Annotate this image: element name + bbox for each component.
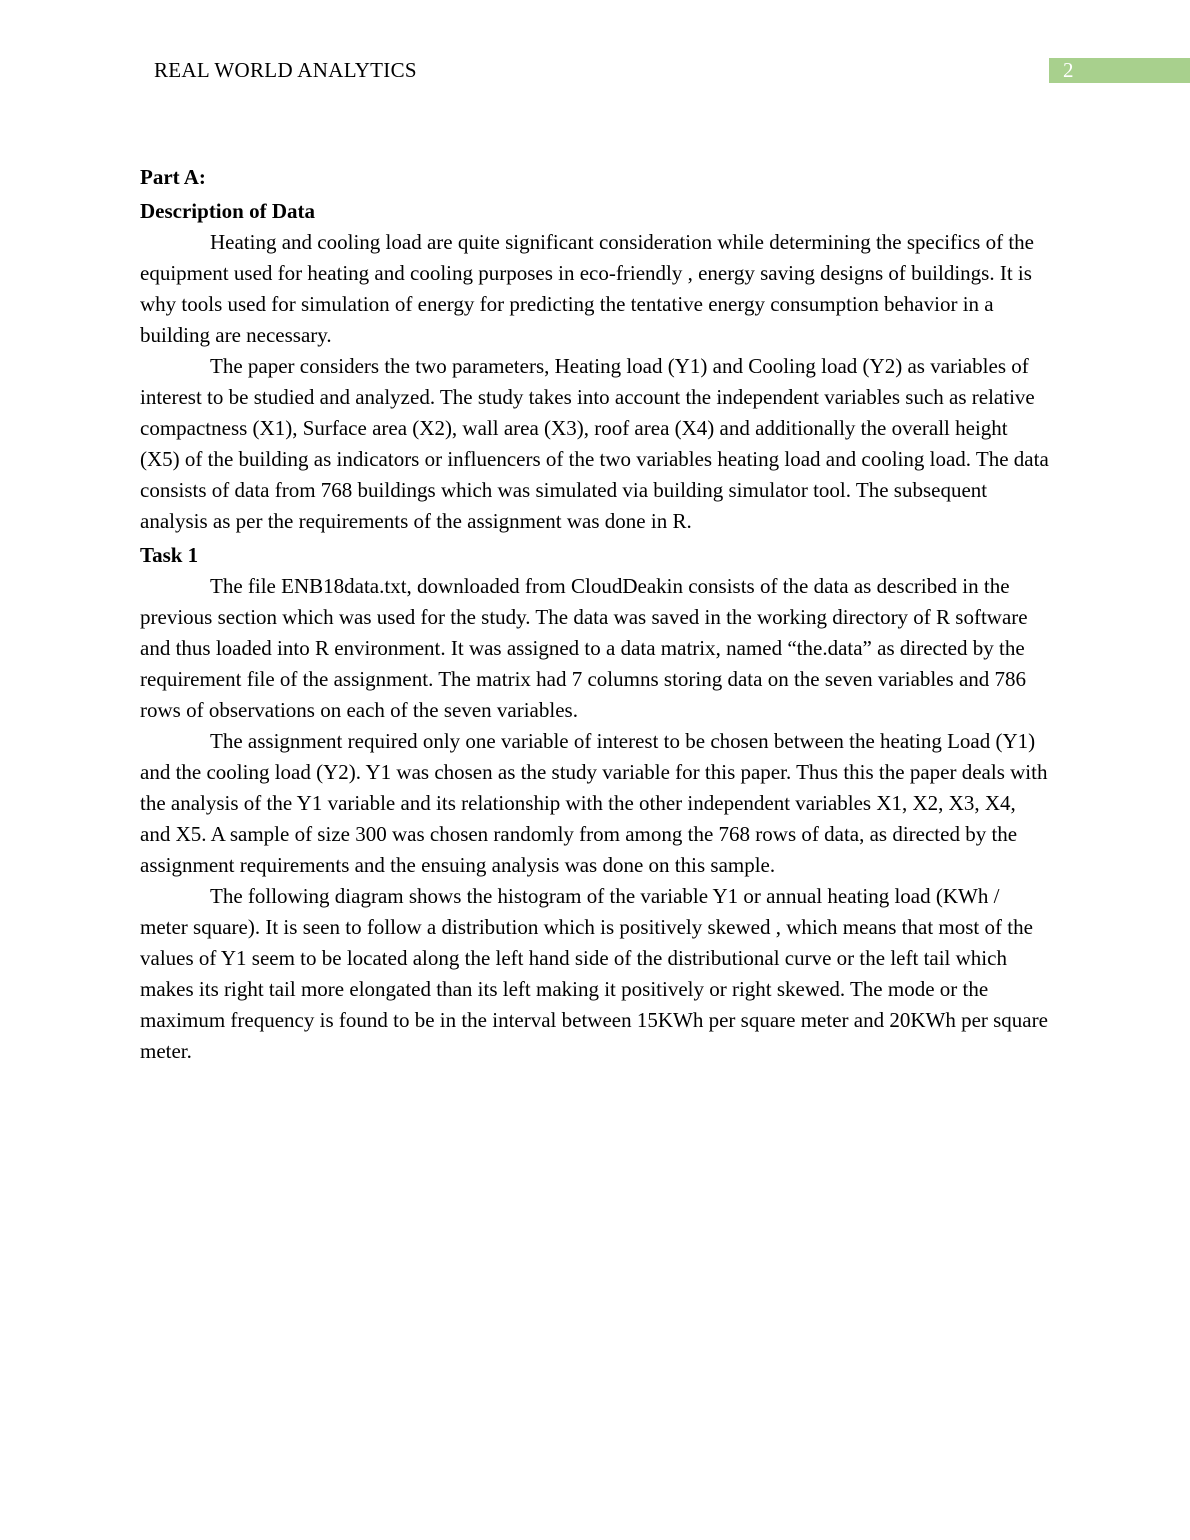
section-heading-task: Task 1 — [140, 543, 199, 567]
paragraph: The assignment required only one variable of interest to be chosen between the heating Load (Y1) and the cooling load (Y2). Y1 was chosen as the study variable for this paper. Thus this the paper deals with the analysis of the Y1 variable and its relationship with the other independent variables X1, X2, X3, X4, and X5. A sample of size 300 was chosen randomly from among the 768 rows of data, as directed by the assignment requirements and the ensuing analysis was done on this sample. — [140, 729, 1048, 877]
part-heading: Part A: — [140, 165, 206, 189]
section-heading-description: Description of Data — [140, 199, 315, 223]
document-body — [140, 162, 1050, 1067]
paragraph: The following diagram shows the histogram of the variable Y1 or annual heating load (KWh / meter square). It is seen to follow a distribution which is positively skewed , which means that most of the values of Y1 seem to be located along the left hand side of the distributional curve or the left tail which makes its right tail more elongated than its left making it positively or right skewed. The mode or the maximum frequency is found to be in the interval between 15KWh per square meter and 20KWh per square meter. — [140, 884, 1048, 1063]
paragraph: The file ENB18data.txt, downloaded from CloudDeakin consists of the data as described in the previous section which was used for the study. The data was saved in the working directory of R software and thus loaded into R environment. It was assigned to a data matrix, named “the.data” as directed by the requirement file of the assignment. The matrix had 7 columns storing data on the seven variables and 786 rows of observations on each of the seven variables. — [140, 574, 1028, 722]
page-number-badge — [1049, 58, 1190, 83]
page-number: 2 — [1063, 58, 1074, 82]
running-header-title: REAL WORLD ANALYTICS — [154, 58, 417, 82]
paragraph: The paper considers the two parameters, Heating load (Y1) and Cooling load (Y2) as variables of interest to be studied and analyzed. The study takes into account the independent variables such as relative compactness (X1), Surface area (X2), wall area (X3), roof area (X4) and additionally the overall height (X5) of the building as indicators or influencers of the two variables heating load and cooling load. The data consists of data from 768 buildings which was simulated via building simulator tool. The subsequent analysis as per the requirements of the assignment was done in R. — [140, 354, 1049, 533]
paragraph: Heating and cooling load are quite significant consideration while determining the specifics of the equipment used for heating and cooling purposes in eco-friendly , energy saving designs of buildings. It is why tools used for simulation of energy for predicting the tentative energy consumption behavior in a building are necessary. — [140, 230, 1034, 347]
